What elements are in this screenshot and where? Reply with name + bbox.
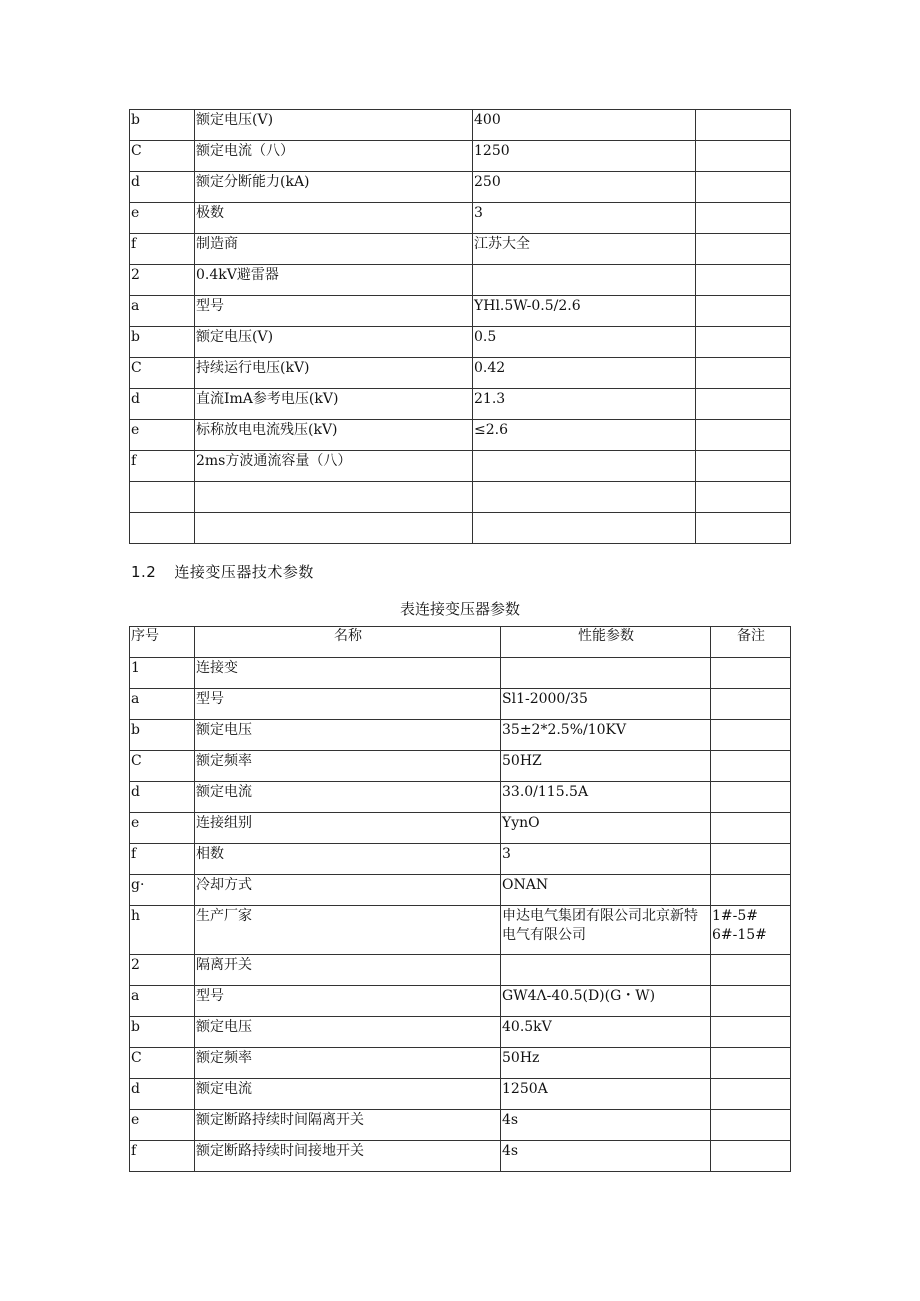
cell-index: e [130,203,195,234]
cell-value: 35±2*2.5%/10KV [501,720,711,751]
table-row [130,658,791,689]
table-row [130,358,791,389]
cell-name: 额定电压(V) [195,327,473,358]
cell-remark [696,358,791,389]
cell-remark [696,513,791,544]
cell-name: 额定电流 [195,782,501,813]
cell-index: C [130,751,195,782]
cell-value [473,482,696,513]
cell-index: h [130,906,195,955]
table-row [130,110,791,141]
table-row [130,203,791,234]
breaker-arrester-table [129,109,791,544]
table-row [130,482,791,513]
cell-remark [696,234,791,265]
cell-value: 250 [473,172,696,203]
header-name: 名称 [195,627,501,658]
cell-index: f [130,451,195,482]
cell-name: 型号 [195,296,473,327]
cell-name: 额定断路持续时间接地开关 [195,1141,501,1172]
table-row [130,513,791,544]
cell-index: b [130,720,195,751]
cell-index: g· [130,875,195,906]
table-row [130,906,791,955]
cell-name: 额定分断能力(kA) [195,172,473,203]
cell-name: 直流ImA参考电压(kV) [195,389,473,420]
table-row [130,782,791,813]
table-row [130,420,791,451]
cell-name: 相数 [195,844,501,875]
cell-index: d [130,172,195,203]
cell-index: b [130,110,195,141]
cell-name: 额定电流（八） [195,141,473,172]
cell-value [473,513,696,544]
cell-index: d [130,782,195,813]
cell-name: 额定频率 [195,751,501,782]
cell-remark [696,110,791,141]
cell-index [130,513,195,544]
table-row [130,844,791,875]
cell-remark [711,751,791,782]
cell-remark: 1#-5# 6#-15# [711,906,791,955]
table-row [130,327,791,358]
header-performance: 性能参数 [501,627,711,658]
cell-name: 制造商 [195,234,473,265]
cell-index: b [130,1017,195,1048]
cell-value: 50Hz [501,1048,711,1079]
section-heading [131,561,314,582]
cell-index: 1 [130,658,195,689]
cell-name: 型号 [195,689,501,720]
table-row [130,875,791,906]
header-index: 序号 [130,627,195,658]
cell-value: 4s [501,1141,711,1172]
table-row [130,389,791,420]
cell-index: f [130,234,195,265]
cell-value [473,265,696,296]
cell-name: 生产厂家 [195,906,501,955]
cell-name: 2ms方波通流容量（八） [195,451,473,482]
header-remarks: 备注 [711,627,791,658]
table-row [130,451,791,482]
cell-index: e [130,420,195,451]
cell-value: 50HZ [501,751,711,782]
section-number: 1.2 [131,563,157,581]
cell-value: ONAN [501,875,711,906]
transformer-parameters-table [129,626,791,1172]
cell-remark [696,420,791,451]
cell-value: 0.5 [473,327,696,358]
cell-index: a [130,296,195,327]
cell-remark [711,1017,791,1048]
cell-name: 额定频率 [195,1048,501,1079]
cell-value: YynO [501,813,711,844]
cell-name: 额定电压(V) [195,110,473,141]
table-row [130,1017,791,1048]
table-row [130,689,791,720]
cell-remark [711,1048,791,1079]
cell-index: C [130,358,195,389]
cell-value: 1250 [473,141,696,172]
table-row [130,751,791,782]
cell-index: 2 [130,265,195,296]
table-header-row [130,627,791,658]
table-caption: 表连接变压器参数 [399,600,520,618]
cell-remark [696,265,791,296]
cell-name: 额定电压 [195,1017,501,1048]
cell-name: 额定电流 [195,1079,501,1110]
section-title: 连接变压器技术参数 [174,563,314,581]
cell-value: 33.0/115.5A [501,782,711,813]
cell-remark [696,389,791,420]
cell-index [130,482,195,513]
cell-index: C [130,1048,195,1079]
cell-name: 极数 [195,203,473,234]
cell-value: 400 [473,110,696,141]
cell-remark [711,658,791,689]
cell-value [501,955,711,986]
cell-index: C [130,141,195,172]
table-row [130,296,791,327]
cell-name [195,513,473,544]
cell-value: YHl.5W-0.5/2.6 [473,296,696,327]
cell-remark [696,203,791,234]
cell-remark [711,813,791,844]
cell-value: 3 [501,844,711,875]
cell-value: Sl1-2000/35 [501,689,711,720]
cell-remark [696,172,791,203]
cell-index: d [130,389,195,420]
cell-remark [711,875,791,906]
cell-name: 连接组别 [195,813,501,844]
cell-remark [711,689,791,720]
table-row [130,234,791,265]
cell-remark [711,955,791,986]
table-row [130,1110,791,1141]
cell-value: 21.3 [473,389,696,420]
cell-remark [696,296,791,327]
cell-value [501,658,711,689]
cell-value: 40.5kV [501,1017,711,1048]
cell-name: 持续运行电压(kV) [195,358,473,389]
cell-name: 标称放电电流残压(kV) [195,420,473,451]
cell-remark [696,327,791,358]
cell-remark [711,1141,791,1172]
table-row [130,720,791,751]
cell-name: 连接变 [195,658,501,689]
cell-name: 冷却方式 [195,875,501,906]
table-row [130,1048,791,1079]
cell-index: f [130,844,195,875]
cell-name: 型号 [195,986,501,1017]
cell-remark [711,1110,791,1141]
cell-name: 隔离开关 [195,955,501,986]
cell-value: GW4Λ-40.5(D)(G・W) [501,986,711,1017]
cell-value: 1250A [501,1079,711,1110]
table-row [130,955,791,986]
cell-value: 0.42 [473,358,696,389]
table-row [130,813,791,844]
cell-index: a [130,689,195,720]
cell-index: a [130,986,195,1017]
cell-remark [711,1079,791,1110]
cell-name: 0.4kV避雷器 [195,265,473,296]
table-row [130,1141,791,1172]
cell-remark [696,451,791,482]
cell-index: d [130,1079,195,1110]
cell-index: f [130,1141,195,1172]
cell-value [473,451,696,482]
cell-index: e [130,1110,195,1141]
cell-remark [696,482,791,513]
table-row [130,141,791,172]
cell-name: 额定电压 [195,720,501,751]
cell-index: 2 [130,955,195,986]
table-row [130,1079,791,1110]
table-row [130,172,791,203]
cell-value: ≤2.6 [473,420,696,451]
cell-index: b [130,327,195,358]
cell-remark [696,141,791,172]
cell-value: 江苏大全 [473,234,696,265]
cell-value: 申达电气集团有限公司北京新特电气有限公司 [501,906,711,955]
cell-remark [711,844,791,875]
cell-remark [711,720,791,751]
table-row [130,986,791,1017]
cell-remark [711,782,791,813]
cell-name: 额定断路持续时间隔离开关 [195,1110,501,1141]
cell-index: e [130,813,195,844]
cell-value: 3 [473,203,696,234]
cell-remark [711,986,791,1017]
table-row [130,265,791,296]
cell-value: 4s [501,1110,711,1141]
cell-name [195,482,473,513]
